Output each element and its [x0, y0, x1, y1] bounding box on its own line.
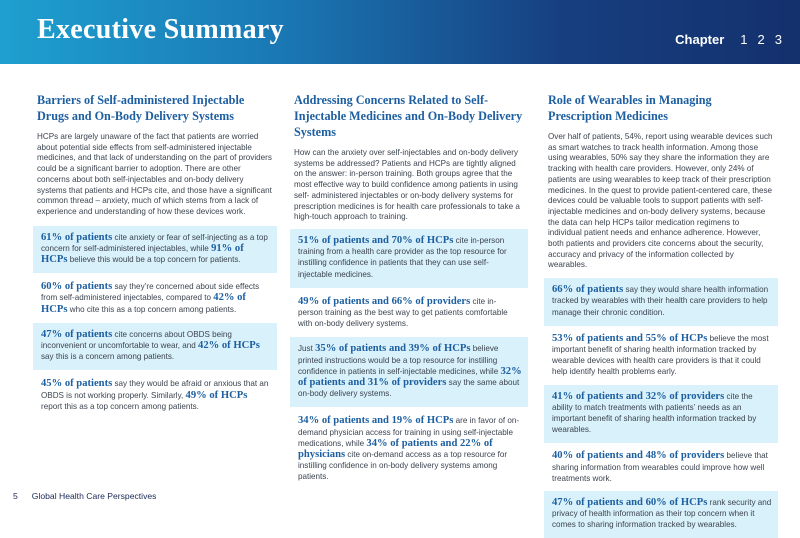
stat-highlight: 47% of patients — [41, 328, 113, 340]
intro-paragraph: Over half of patients, 54%, report using wearable devices such as smart watches to track health information. Among those using wearables, 50% say they share the information they are tracking with health care providers. However, only 24% of patients are using wearables to keep track of their prescription medicines. In the quest to provide patient-centered care, these devices could be valuable tools to support patients with self-injectable medicines and on-body delivery systems, because the data can help HCPs tailor medication regimens to individual patient needs and enhance adherence. However, both patients and providers cite concerns about the security, accuracy and privacy of the information collected by wearables. — [548, 132, 773, 270]
stat-text: believe the most important benefit of sharing health information tracked by wearable devices with health care providers is that it could help identify health problems early. — [552, 333, 769, 377]
stat-callout — [33, 226, 277, 274]
stat-highlight: 66% of patients — [552, 284, 624, 296]
column-heading: Role of Wearables in Managing Prescription Medicines — [548, 93, 712, 123]
stat-text: believe this would be a top concern for patients. — [67, 255, 241, 265]
stat-text: cite in-person training from a health care provider as the top resource for instilling confidence in patients that they can use self-injectable medicines. — [298, 235, 507, 279]
stat-text: believe that sharing information from wearables could improve how well treatments work. — [552, 451, 768, 483]
column-addressing-concerns — [294, 92, 524, 483]
stat-callout — [294, 407, 524, 482]
stat-callout — [37, 370, 273, 412]
stat-callout — [290, 337, 528, 407]
page-title: Executive Summary — [37, 14, 284, 45]
stat-highlight: 51% of patients and 70% of HCPs — [298, 234, 454, 246]
stat-callout — [544, 491, 778, 538]
chapter-nav — [675, 32, 782, 47]
stat-text: Just — [298, 344, 316, 354]
stat-highlight: 34% of patients and 22% of physicians — [298, 437, 493, 460]
stat-highlight: 45% of patients — [41, 378, 113, 390]
chapter-label: Chapter — [675, 32, 725, 47]
header-banner — [0, 0, 800, 64]
stat-highlight: 61% of patients — [41, 231, 113, 243]
stat-highlight: 40% of patients and 48% of providers — [552, 450, 725, 462]
stat-text: cite on-demand access as a top resource for instilling confidence in on-body delivery systems among patients. — [298, 449, 508, 482]
stat-text: report this as a top concern among patients. — [41, 401, 199, 411]
stat-highlight: 34% of patients and 19% of HCPs — [298, 415, 454, 427]
stat-highlight: 53% of patients and 55% of HCPs — [552, 332, 708, 344]
stat-text: say the same about on-body delivery systems. — [298, 377, 520, 399]
stat-text: are in favor of on-demand physician access for training in using self-injectable medications, while — [298, 416, 520, 448]
stat-highlight: 35% of patients and 39% of HCPs — [315, 343, 471, 355]
stat-text: cite the ability to match treatments with patients’ needs as an important benefit of sharing health information tracked by wearables. — [552, 391, 757, 435]
stat-highlight: 42% of HCPs — [41, 292, 246, 315]
stat-callout — [294, 288, 524, 338]
stat-text: believe printed instructions would be a top resource for instilling confidence in patients in self-injectable medicines, while — [298, 344, 501, 376]
stat-highlight: 49% of patients and 66% of providers — [298, 295, 471, 307]
intro-paragraph: How can the anxiety over self-injectables and on-body delivery systems be addressed? Patients and HCPs are tightly aligned on the answer: in-person training. Both groups agree that the most effective way to build confidence among patients in using self- administered injectables or on-body delivery systems for prescription medicines is for health care professionals to take a high-touch approach to training. — [294, 148, 520, 222]
stat-text: say this is a concern among patients. — [41, 352, 175, 362]
page-footer — [13, 491, 156, 501]
stat-text: say they would be afraid or anxious that an OBDS is not working properly. Similarly, — [41, 379, 269, 400]
publication-name: Global Health Care Perspectives — [31, 491, 157, 501]
chapter-link-3[interactable]: 3 — [774, 32, 782, 47]
stat-callout — [33, 323, 277, 371]
stat-callout — [37, 273, 273, 323]
chapter-link-1[interactable]: 1 — [740, 32, 748, 47]
column-heading: Addressing Concerns Related to Self-Injectable Medicines and On-Body Delivery Systems — [294, 93, 523, 139]
column-heading: Barriers of Self-administered Injectable Drugs and On-Body Delivery Systems — [37, 93, 245, 123]
page-number: 5 — [13, 491, 18, 501]
stat-text: cite concerns about OBDS being inconvenient or uncomfortable to wear, and — [41, 329, 232, 351]
stat-text: cite anxiety or fear of self-injecting as a top concern for self-administered injectables, while — [41, 232, 268, 253]
stat-callout — [548, 326, 774, 385]
stat-callout — [548, 443, 774, 491]
stat-highlight: 49% of HCPs — [185, 389, 248, 401]
stat-text: rank security and privacy of health information as their top concern when it comes to sharing information tracked by wearables. — [552, 497, 772, 530]
stat-callout — [544, 278, 778, 326]
stat-text: cite in-person training as the best way to get patients comfortable with on-body delivery systems. — [298, 296, 508, 329]
stat-highlight: 32% of patients and 31% of providers — [298, 365, 522, 388]
stat-callout — [290, 229, 528, 288]
stat-text: who cite this as a top concern among patients. — [67, 304, 237, 314]
column-wearables — [548, 92, 774, 538]
stat-highlight: 60% of patients — [41, 281, 113, 293]
chapter-link-2[interactable]: 2 — [757, 32, 765, 47]
stat-highlight: 42% of HCPs — [198, 340, 260, 352]
column-barriers — [37, 92, 273, 412]
stat-text: say they would share health information tracked by wearables with their health care providers to help manage their chronic condition. — [552, 285, 769, 317]
stat-highlight: 91% of HCPs — [41, 242, 244, 266]
stat-callout — [544, 385, 778, 444]
stat-highlight: 47% of patients and 60% of HCPs — [552, 496, 708, 508]
stat-text: say they’re concerned about side effects from self-administered injectables, compared to — [41, 282, 260, 303]
stat-highlight: 41% of patients and 32% of providers — [552, 390, 725, 402]
intro-paragraph: HCPs are largely unaware of the fact that patients are worried about potential side effects from self-administered injectable medicines, and that lack of understanding on the part of providers could be a significant barrier to adoption. There are other concerns about both self-injectables and on-body delivery systems that patients and HCPs cite, and those have a significant common thread – anxiety, much of which stems from a lack of experience and understanding of how these devices work. — [37, 132, 272, 216]
